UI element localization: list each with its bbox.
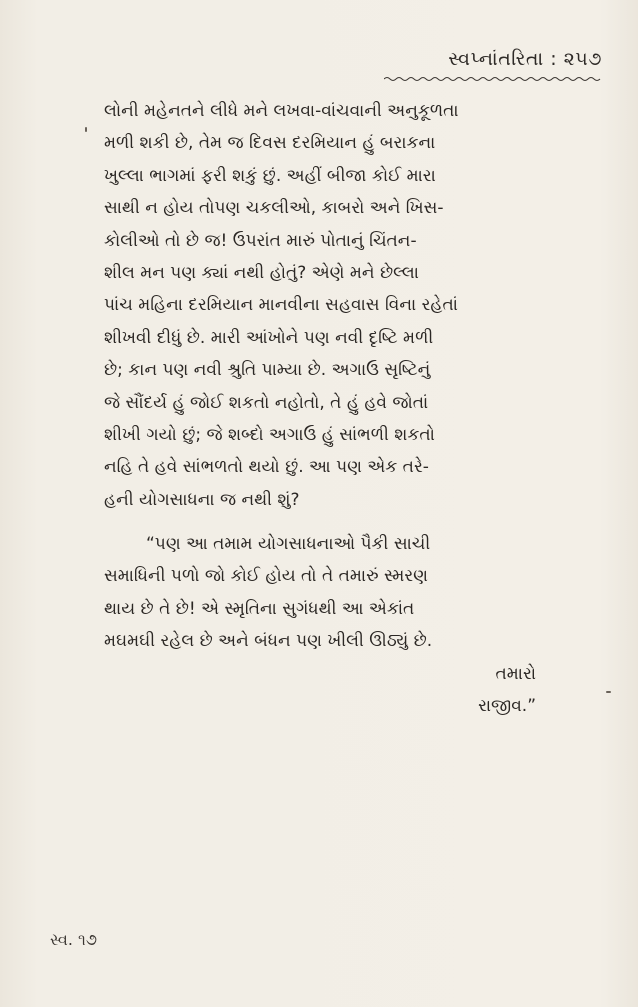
- letter-closing: તમારો: [495, 663, 536, 684]
- text-line: હની યોગસાધના જ નથી શું?: [104, 489, 300, 510]
- text-line: સાથી ન હોય તોપણ ચકલીઓ, કાબરો અને ખિસ-: [104, 198, 444, 219]
- text-line: મળી શકી છે, તેમ જ દિવસ દરમિયાન હું બરાકના: [104, 133, 436, 154]
- paragraph-1: [104, 95, 574, 516]
- text-line: થાય છે તે છે! એ સ્મૃતિના સુગંધથી આ એકાંત: [104, 598, 415, 619]
- text-line: છે; કાન પણ નવી શ્રુતિ પામ્યા છે. અગાઉ સૃષ્ટિનું: [104, 360, 431, 381]
- body-text: [104, 95, 574, 722]
- paragraph-2: [104, 528, 574, 722]
- text-line: જે સૌંદર્ય હું જોઈ શકતો નહોતો, તે હું હવે જોતાં: [104, 392, 429, 413]
- text-line: શીખવી દીધું છે. મારી આંખોને પણ નવી દૃષ્ટિ મળી: [104, 327, 434, 348]
- text-line: શીલ મન પણ ક્યાં નથી હોતું? એણે મને છેલ્લા: [104, 262, 419, 283]
- text-line: લોની મહેનતને લીધે મને લખવા-વાંચવાની અનુકૂળતા: [104, 101, 459, 121]
- text-line: શીખી ગયો છું; જે શબ્દો અગાઉ હું સાંભળી શકતો: [104, 424, 435, 445]
- paper-speck: [606, 691, 611, 693]
- running-head-rule: [384, 76, 602, 82]
- letter-signature: રાજીવ.”: [478, 696, 536, 717]
- text-line: નહિ તે હવે સાંભળતો થયો છું. આ પણ એક તરે-: [104, 457, 429, 478]
- text-line: કોલીઓ તો છે જ! ઉપરાંત મારું પોતાનું ચિંતન-: [104, 230, 417, 251]
- text-line: મઘમઘી રહેલ છે અને બંધન પણ ખીલી ઊઠ્યું છે.: [104, 631, 433, 652]
- text-line: “પણ આ તમામ યોગસાધનાઓ પૈકી સાચી: [146, 534, 431, 555]
- text-line: સમાધિની પળો જો કોઈ હોય તો તે તમારું સ્મરણ: [104, 566, 428, 587]
- text-line: ખુલ્લા ભાગમાં ફરી શકું છું. અહીં બીજા કોઈ મારા: [104, 165, 436, 186]
- signature-mark: સ્વ. ૧૭: [50, 930, 98, 949]
- paper-speck: [85, 127, 87, 132]
- running-head: સ્વપ્નાંતરિતા : ૨૫૭: [448, 48, 602, 70]
- text-line: પાંચ મહિના દરમિયાન માનવીના સહવાસ વિના રહેતાં: [104, 295, 458, 316]
